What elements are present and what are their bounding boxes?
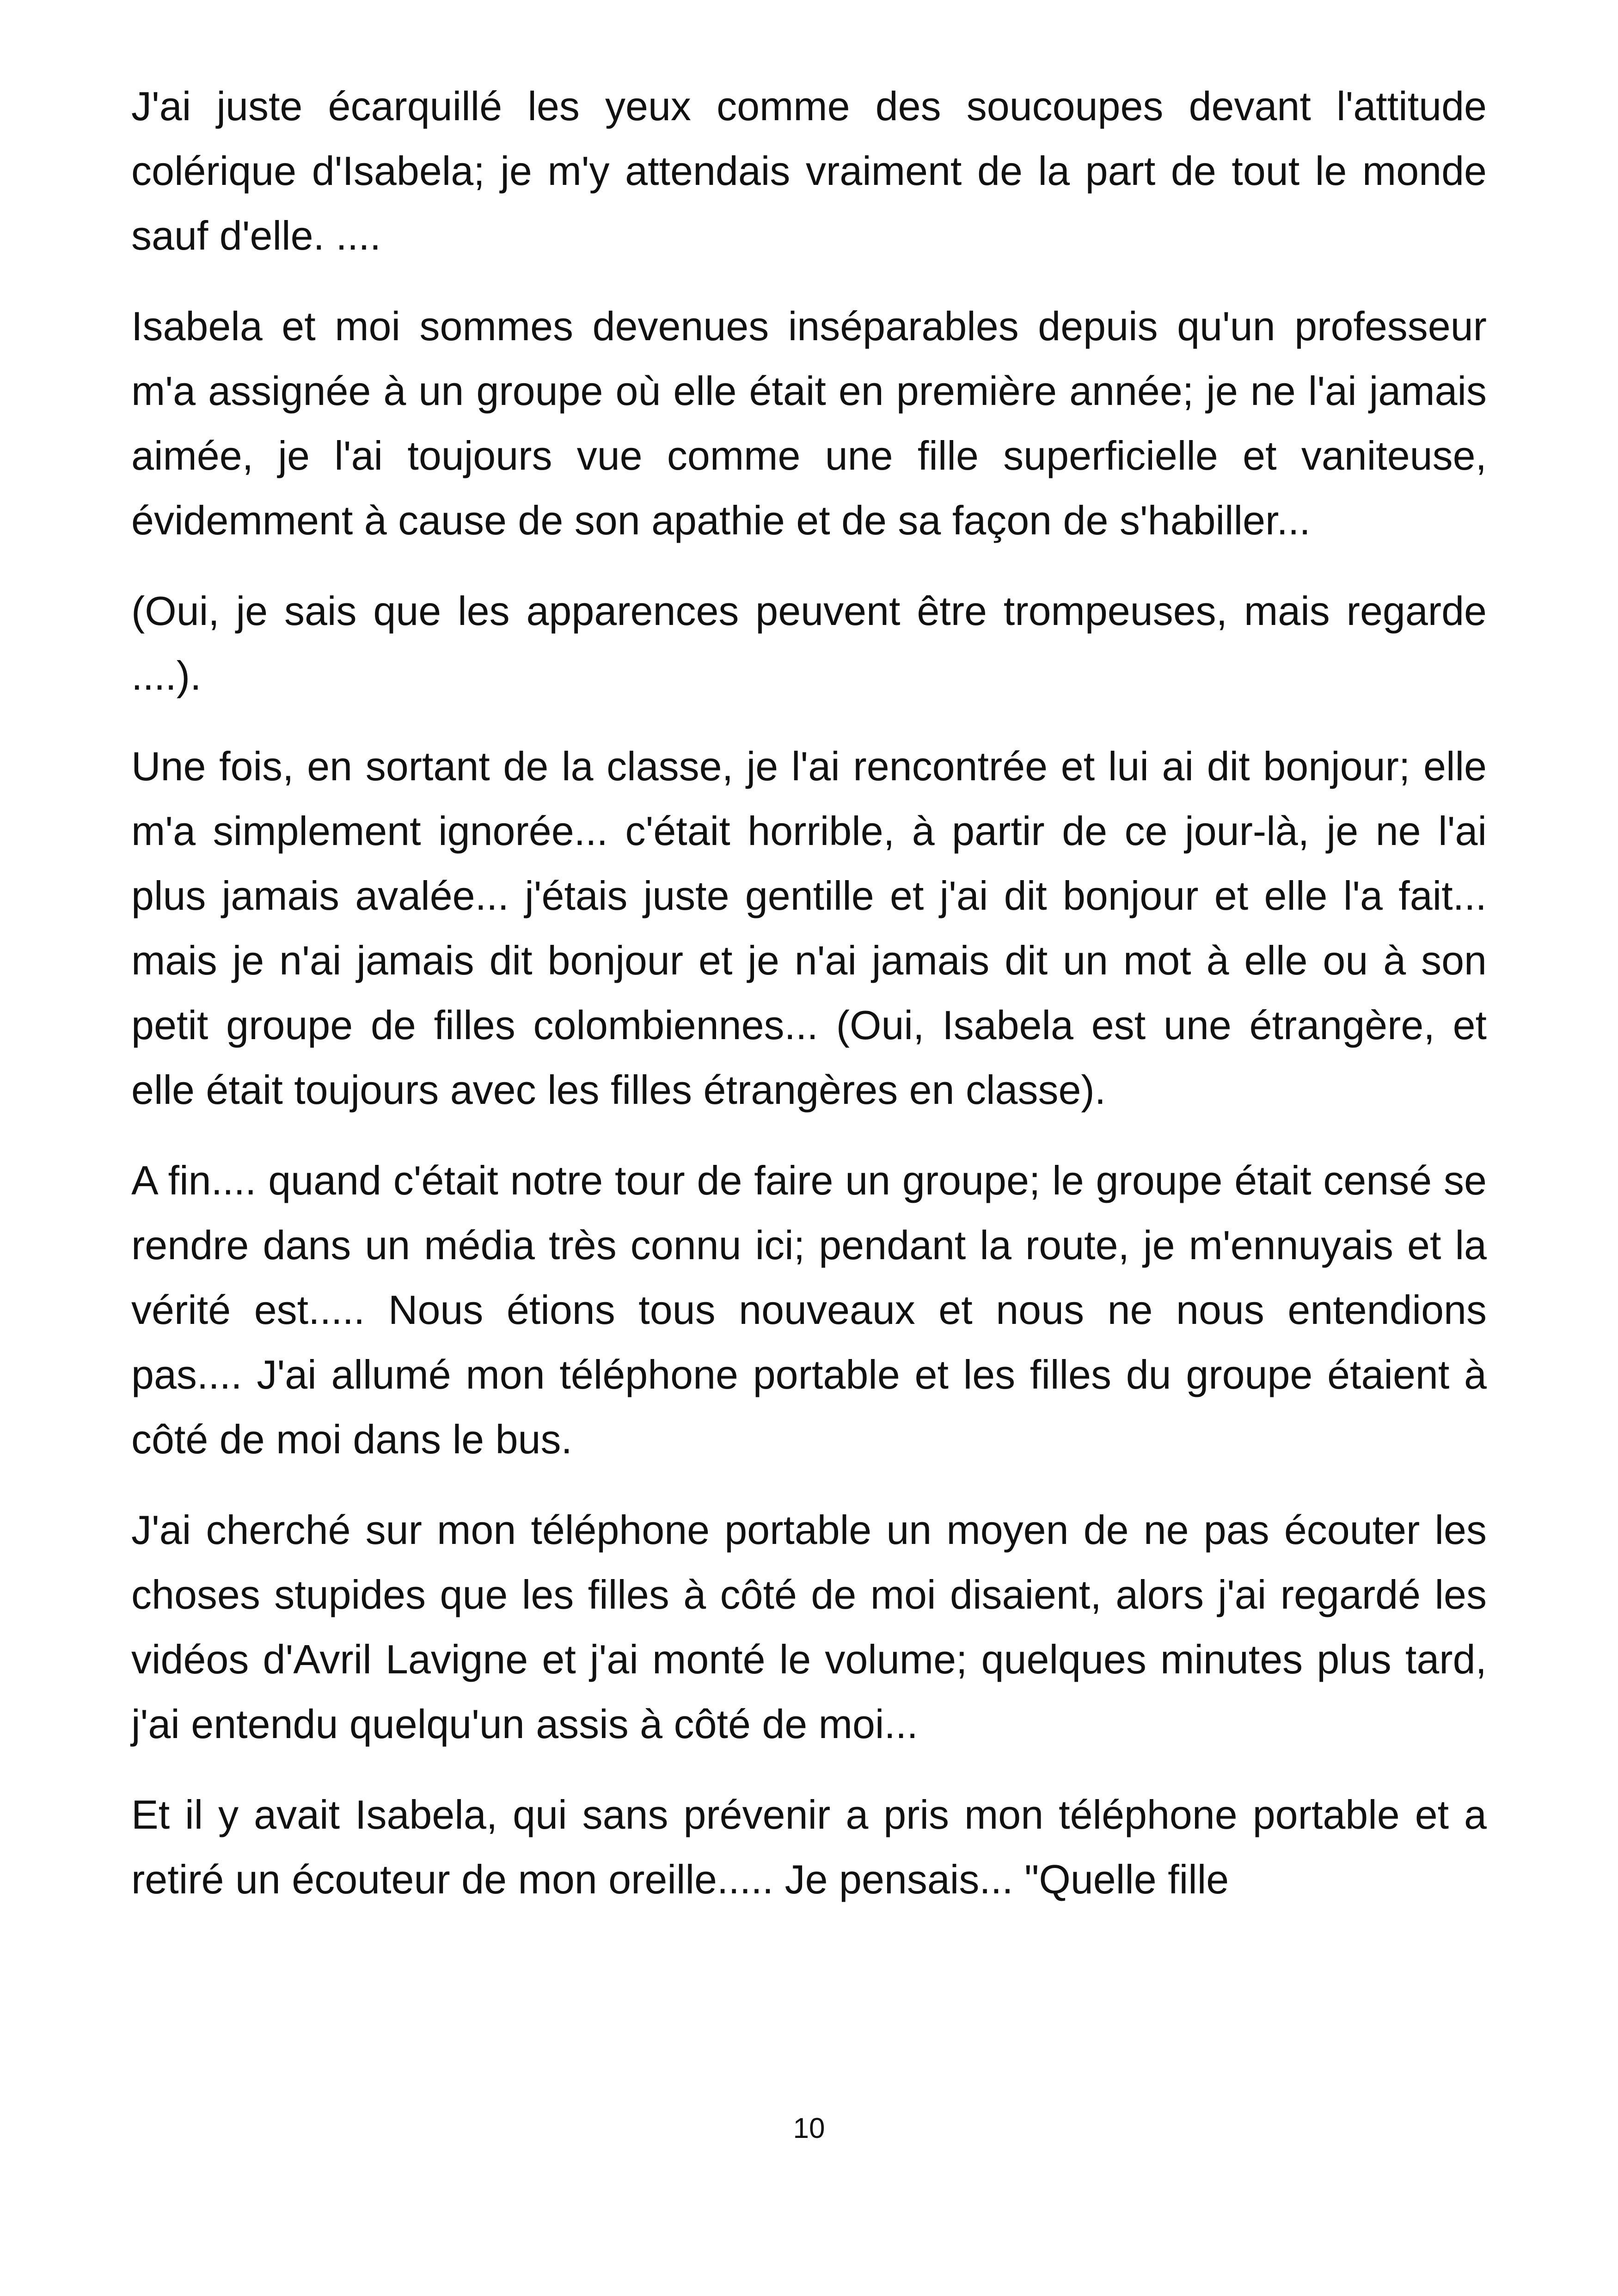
paragraph-5: A fin.... quand c'était notre tour de faire un groupe; le groupe était censé se rendre dans un média très connu ici; pendant la route, je m'ennuyais et la vérité est..... Nous étions tous nouveaux et nous ne nous entendions pas.... J'ai allumé mon téléphone portable et les filles du groupe étaient à côté de moi dans le bus. [131,1157,1487,1462]
paragraph-7: Et il y avait Isabela, qui sans prévenir a pris mon téléphone portable et a retiré un écouteur de mon oreille..... Je pensais... "Quelle fille [131,1792,1487,1902]
paragraph-2: Isabela et moi sommes devenues inséparables depuis qu'un professeur m'a assignée à un groupe où elle était en première année; je ne l'ai jamais aimée, je l'ai toujours vue comme une fille superficielle et vaniteuse, évidemment à cause de son apathie et de sa façon de s'habiller... [131,303,1487,543]
body-text [131,74,1487,1912]
page-number: 10 [793,2112,825,2144]
paragraph-3: (Oui, je sais que les apparences peuvent être trompeuses, mais regarde ....). [131,588,1487,698]
paragraph-1: J'ai juste écarquillé les yeux comme des soucoupes devant l'attitude colérique d'Isabela; je m'y attendais vraiment de la part de tout le monde sauf d'elle. .... [131,83,1487,258]
paragraph-6: J'ai cherché sur mon téléphone portable un moyen de ne pas écouter les choses stupides que les filles à côté de moi disaient, alors j'ai regardé les vidéos d'Avril Lavigne et j'ai monté le volume; quelques minutes plus tard, j'ai entendu quelqu'un assis à côté de moi... [131,1507,1487,1747]
paragraph-4: Une fois, en sortant de la classe, je l'ai rencontrée et lui ai dit bonjour; elle m'a simplement ignorée... c'était horrible, à partir de ce jour-là, je ne l'ai plus jamais avalée... j'étais juste gentille et j'ai dit bonjour et elle l'a fait... mais je n'ai jamais dit bonjour et je n'ai jamais dit un mot à elle ou à son petit groupe de filles colombiennes... (Oui, Isabela est une étrangère, et elle était toujours avec les filles étrangères en classe). [131,743,1487,1113]
